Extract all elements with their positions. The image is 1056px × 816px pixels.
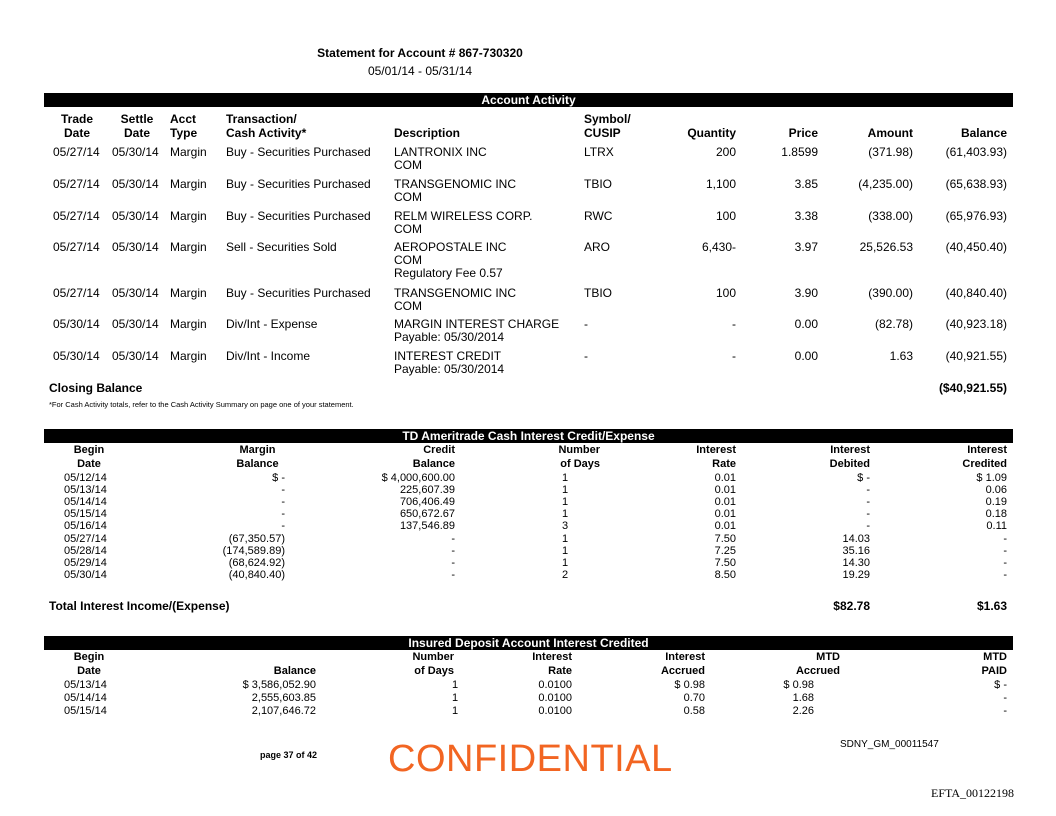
activity-amount: 25,526.53 bbox=[859, 240, 913, 254]
activity-amount: (82.78) bbox=[874, 317, 913, 331]
activity-price: 3.90 bbox=[794, 286, 818, 300]
deposit-mtd_paid: - bbox=[1003, 705, 1007, 717]
confidential-watermark: CONFIDENTIAL bbox=[388, 738, 673, 780]
activity-quantity: 100 bbox=[715, 209, 736, 223]
statement-title: Statement for Account # 867-730320 bbox=[317, 46, 523, 60]
activity-amount: (371.98) bbox=[868, 145, 913, 159]
interest-debited: - bbox=[866, 484, 870, 497]
interest-credited: 0.19 bbox=[985, 496, 1007, 509]
activity-balance: (61,403.93) bbox=[945, 145, 1007, 159]
deposit-rate: 0.0100 bbox=[538, 705, 572, 717]
activity-trade: 05/27/14 bbox=[53, 145, 100, 159]
interest-col-header-credited: Interest bbox=[967, 444, 1007, 456]
interest-begin: 05/13/14 bbox=[64, 484, 107, 497]
activity-balance: (40,840.40) bbox=[945, 286, 1007, 300]
interest-credited: 0.18 bbox=[985, 508, 1007, 521]
activity-quantity: 200 bbox=[715, 145, 736, 159]
interest-begin: 05/15/14 bbox=[64, 508, 107, 521]
deposit-begin: 05/15/14 bbox=[64, 705, 107, 717]
activity-symbol: - bbox=[584, 349, 588, 363]
interest-debited: - bbox=[866, 508, 870, 521]
deposit-col-header-mtd_paid: MTD bbox=[983, 651, 1007, 663]
col-header-trade: Trade bbox=[60, 112, 93, 126]
col-header-quantity: Quantity bbox=[687, 126, 736, 140]
col-header-symbol: CUSIP bbox=[584, 126, 621, 140]
interest-credited: - bbox=[1003, 532, 1007, 545]
activity-transaction: Buy - Securities Purchased bbox=[226, 177, 371, 191]
interest-credit: 225,607.39 bbox=[399, 484, 455, 497]
activity-description: COM bbox=[394, 222, 422, 236]
interest-days: 1 bbox=[561, 556, 569, 569]
activity-price: 3.85 bbox=[794, 177, 818, 191]
activity-trade: 05/27/14 bbox=[53, 177, 100, 191]
deposit-balance: 2,107,646.72 bbox=[251, 705, 316, 717]
interest-rate: 7.50 bbox=[714, 532, 736, 545]
cash-interest-banner: TD Ameritrade Cash Interest Credit/Expense bbox=[44, 429, 1013, 443]
interest-credited: 0.11 bbox=[986, 520, 1007, 533]
activity-trade: 05/27/14 bbox=[53, 209, 100, 223]
interest-credited: 0.06 bbox=[985, 484, 1007, 497]
activity-description: COM bbox=[394, 158, 422, 172]
interest-col-header-rate: Rate bbox=[712, 458, 736, 470]
interest-margin: - bbox=[281, 496, 285, 509]
activity-amount: (338.00) bbox=[868, 209, 913, 223]
activity-symbol: TBIO bbox=[584, 177, 613, 191]
interest-credit: - bbox=[451, 532, 455, 545]
activity-transaction: Div/Int - Income bbox=[226, 349, 311, 363]
account-activity-banner: Account Activity bbox=[44, 93, 1013, 107]
deposit-mtd_accrued: $ 0.98 bbox=[783, 679, 814, 691]
insured-deposit-banner: Insured Deposit Account Interest Credited bbox=[44, 636, 1013, 650]
interest-credited: $ 1.09 bbox=[976, 472, 1007, 484]
activity-description: TRANSGENOMIC INC bbox=[394, 286, 517, 300]
activity-transaction: Sell - Securities Sold bbox=[226, 240, 337, 254]
interest-rate: 0.01 bbox=[714, 508, 736, 521]
interest-col-header-credited: Credited bbox=[962, 458, 1007, 470]
activity-description: AEROPOSTALE INC bbox=[394, 240, 507, 254]
deposit-balance: $ 3,586,052.90 bbox=[242, 679, 316, 691]
interest-credit: 650,672.67 bbox=[399, 508, 455, 521]
col-header-acct: Acct bbox=[170, 112, 197, 126]
interest-credit: 137,546.89 bbox=[399, 520, 455, 533]
page-number: page 37 of 42 bbox=[260, 750, 318, 760]
activity-acct: Margin bbox=[170, 209, 207, 223]
efta-number: EFTA_00122198 bbox=[931, 786, 1015, 800]
interest-margin: $ - bbox=[272, 472, 285, 484]
deposit-mtd_paid: - bbox=[1003, 692, 1007, 704]
interest-col-header-debited: Debited bbox=[829, 458, 870, 470]
interest-begin: 05/30/14 bbox=[64, 568, 107, 581]
activity-trade: 05/27/14 bbox=[53, 240, 100, 254]
deposit-mtd_accrued: 1.68 bbox=[792, 692, 814, 704]
deposit-col-header-begin: Begin bbox=[73, 651, 105, 663]
activity-description: Regulatory Fee 0.57 bbox=[394, 266, 503, 280]
activity-acct: Margin bbox=[170, 349, 207, 363]
interest-debited: - bbox=[866, 520, 870, 533]
activity-amount: 1.63 bbox=[889, 349, 913, 363]
activity-price: 3.97 bbox=[794, 240, 818, 254]
activity-transaction: Div/Int - Expense bbox=[226, 317, 318, 331]
total-interest-credited: $1.63 bbox=[976, 599, 1007, 613]
activity-quantity: - bbox=[732, 349, 736, 363]
col-header-transaction: Transaction/ bbox=[226, 112, 297, 126]
activity-acct: Margin bbox=[170, 317, 207, 331]
col-header-description: Description bbox=[394, 126, 461, 140]
interest-days: 1 bbox=[561, 472, 569, 484]
deposit-rate: 0.0100 bbox=[538, 679, 572, 691]
deposit-col-header-mtd_accrued: MTD bbox=[816, 651, 840, 663]
interest-days: 1 bbox=[561, 508, 569, 521]
col-header-settle: Settle bbox=[120, 112, 154, 126]
interest-rate: 0.01 bbox=[714, 484, 736, 497]
interest-col-header-credit: Credit bbox=[423, 444, 455, 456]
interest-debited: 14.03 bbox=[842, 532, 870, 545]
deposit-accrued: 0.58 bbox=[683, 705, 705, 717]
deposit-accrued: $ 0.98 bbox=[674, 679, 705, 691]
deposit-mtd_paid: $ - bbox=[994, 679, 1007, 691]
interest-credit: - bbox=[451, 544, 455, 557]
activity-description: TRANSGENOMIC INC bbox=[394, 177, 517, 191]
col-header-price: Price bbox=[788, 126, 818, 140]
activity-price: 1.8599 bbox=[781, 145, 818, 159]
activity-quantity: - bbox=[732, 317, 736, 331]
interest-debited: - bbox=[866, 496, 870, 509]
activity-amount: (390.00) bbox=[868, 286, 913, 300]
interest-rate: 0.01 bbox=[714, 496, 736, 509]
col-header-trade: Date bbox=[63, 126, 90, 140]
activity-price: 3.38 bbox=[794, 209, 818, 223]
interest-rate: 7.25 bbox=[714, 544, 736, 557]
deposit-balance: 2,555,603.85 bbox=[251, 692, 316, 704]
deposit-begin: 05/14/14 bbox=[64, 692, 107, 704]
statement-period: 05/01/14 - 05/31/14 bbox=[367, 64, 473, 78]
activity-description: COM bbox=[394, 299, 422, 313]
deposit-col-header-rate: Rate bbox=[548, 665, 572, 677]
activity-quantity: 1,100 bbox=[705, 177, 736, 191]
activity-description: Payable: 05/30/2014 bbox=[394, 362, 505, 376]
activity-description: COM bbox=[394, 253, 422, 267]
interest-days: 3 bbox=[561, 520, 569, 533]
activity-symbol: LTRX bbox=[584, 145, 614, 159]
activity-settle: 05/30/14 bbox=[112, 209, 159, 223]
activity-description: COM bbox=[394, 190, 422, 204]
activity-balance: (65,638.93) bbox=[945, 177, 1007, 191]
interest-margin: (68,624.92) bbox=[228, 556, 285, 569]
interest-debited: 35.16 bbox=[842, 544, 870, 557]
activity-transaction: Buy - Securities Purchased bbox=[226, 145, 371, 159]
interest-debited: 19.29 bbox=[842, 568, 870, 581]
interest-days: 1 bbox=[561, 484, 569, 497]
deposit-rate: 0.0100 bbox=[538, 692, 572, 704]
activity-settle: 05/30/14 bbox=[112, 317, 159, 331]
interest-margin: (174,589.89) bbox=[222, 544, 285, 557]
interest-col-header-margin: Balance bbox=[236, 458, 279, 470]
activity-trade: 05/27/14 bbox=[53, 286, 100, 300]
interest-begin: 05/12/14 bbox=[64, 472, 107, 484]
activity-settle: 05/30/14 bbox=[112, 145, 159, 159]
interest-col-header-rate: Interest bbox=[696, 444, 736, 456]
activity-settle: 05/30/14 bbox=[112, 177, 159, 191]
interest-credit: $ 4,000,600.00 bbox=[381, 472, 455, 484]
interest-col-header-begin: Begin bbox=[73, 444, 105, 456]
activity-balance: (40,450.40) bbox=[945, 240, 1007, 254]
activity-balance: (40,921.55) bbox=[945, 349, 1007, 363]
interest-margin: (40,840.40) bbox=[228, 568, 285, 581]
activity-settle: 05/30/14 bbox=[112, 240, 159, 254]
deposit-col-header-days: Number bbox=[412, 651, 454, 663]
cash-activity-footnote: *For Cash Activity totals, refer to the Cash Activity Summary on page one of your statement. bbox=[49, 400, 354, 409]
deposit-days: 1 bbox=[451, 679, 459, 691]
interest-credit: - bbox=[451, 556, 455, 569]
interest-begin: 05/28/14 bbox=[64, 544, 107, 557]
activity-amount: (4,235.00) bbox=[858, 177, 913, 191]
deposit-col-header-mtd_accrued: Accrued bbox=[795, 665, 840, 677]
interest-begin: 05/14/14 bbox=[64, 496, 107, 509]
interest-debited: 14.30 bbox=[842, 556, 870, 569]
interest-rate: 0.01 bbox=[714, 472, 736, 484]
activity-description: INTEREST CREDIT bbox=[394, 349, 502, 363]
deposit-days: 1 bbox=[451, 705, 459, 717]
activity-acct: Margin bbox=[170, 145, 207, 159]
activity-balance: (65,976.93) bbox=[945, 209, 1007, 223]
activity-quantity: 100 bbox=[715, 286, 736, 300]
total-interest-debited: $82.78 bbox=[833, 599, 870, 613]
interest-begin: 05/29/14 bbox=[64, 556, 107, 569]
deposit-col-header-accrued: Interest bbox=[665, 651, 705, 663]
activity-balance: (40,923.18) bbox=[945, 317, 1007, 331]
interest-col-header-days: of Days bbox=[560, 458, 600, 470]
activity-acct: Margin bbox=[170, 177, 207, 191]
interest-credited: - bbox=[1003, 568, 1007, 581]
deposit-col-header-mtd_paid: PAID bbox=[981, 665, 1007, 677]
interest-days: 1 bbox=[561, 532, 569, 545]
interest-credit: - bbox=[451, 568, 455, 581]
activity-acct: Margin bbox=[170, 286, 207, 300]
deposit-col-header-rate: Interest bbox=[532, 651, 572, 663]
interest-margin: - bbox=[281, 484, 285, 497]
col-header-settle: Date bbox=[123, 126, 150, 140]
activity-price: 0.00 bbox=[794, 349, 818, 363]
activity-trade: 05/30/14 bbox=[53, 317, 100, 331]
activity-acct: Margin bbox=[170, 240, 207, 254]
interest-col-header-margin: Margin bbox=[239, 444, 276, 456]
col-header-transaction: Cash Activity* bbox=[226, 126, 307, 140]
deposit-days: 1 bbox=[451, 692, 459, 704]
activity-symbol: ARO bbox=[584, 240, 611, 254]
activity-symbol: - bbox=[584, 317, 588, 331]
interest-credited: - bbox=[1003, 556, 1007, 569]
activity-description: RELM WIRELESS CORP. bbox=[394, 209, 533, 223]
activity-description: LANTRONIX INC bbox=[394, 145, 487, 159]
interest-margin: - bbox=[281, 520, 285, 533]
interest-credited: - bbox=[1003, 544, 1007, 557]
interest-margin: - bbox=[281, 508, 285, 521]
interest-days: 2 bbox=[561, 568, 569, 581]
interest-begin: 05/16/14 bbox=[64, 520, 107, 533]
interest-begin: 05/27/14 bbox=[64, 532, 107, 545]
activity-quantity: 6,430- bbox=[701, 240, 736, 254]
activity-settle: 05/30/14 bbox=[112, 349, 159, 363]
deposit-col-header-balance: Balance bbox=[273, 665, 316, 677]
col-header-balance: Balance bbox=[960, 126, 1007, 140]
deposit-col-header-accrued: Accrued bbox=[660, 665, 705, 677]
activity-trade: 05/30/14 bbox=[53, 349, 100, 363]
interest-rate: 0.01 bbox=[714, 520, 736, 533]
col-header-acct: Type bbox=[170, 126, 198, 140]
interest-col-header-days: Number bbox=[558, 444, 600, 456]
activity-symbol: TBIO bbox=[584, 286, 613, 300]
activity-description: MARGIN INTEREST CHARGE bbox=[394, 317, 560, 331]
col-header-amount: Amount bbox=[867, 126, 913, 140]
activity-symbol: RWC bbox=[584, 209, 613, 223]
closing-balance-value: ($40,921.55) bbox=[938, 381, 1007, 395]
deposit-mtd_accrued: 2.26 bbox=[792, 705, 814, 717]
interest-margin: (67,350.57) bbox=[228, 532, 285, 545]
activity-price: 0.00 bbox=[794, 317, 818, 331]
deposit-begin: 05/13/14 bbox=[64, 679, 107, 691]
deposit-col-header-begin: Date bbox=[77, 665, 101, 677]
interest-days: 1 bbox=[561, 544, 569, 557]
activity-transaction: Buy - Securities Purchased bbox=[226, 209, 371, 223]
activity-transaction: Buy - Securities Purchased bbox=[226, 286, 371, 300]
closing-balance-label: Closing Balance bbox=[49, 381, 143, 395]
deposit-accrued: 0.70 bbox=[683, 692, 705, 704]
bates-number: SDNY_GM_00011547 bbox=[840, 739, 939, 750]
interest-col-header-begin: Date bbox=[77, 458, 101, 470]
interest-days: 1 bbox=[561, 496, 569, 509]
interest-rate: 7.50 bbox=[714, 556, 736, 569]
deposit-col-header-days: of Days bbox=[414, 665, 454, 677]
col-header-symbol: Symbol/ bbox=[584, 112, 631, 126]
interest-credit: 706,406.49 bbox=[399, 496, 455, 509]
activity-description: Payable: 05/30/2014 bbox=[394, 330, 505, 344]
interest-debited: $ - bbox=[857, 472, 870, 484]
interest-col-header-debited: Interest bbox=[830, 444, 870, 456]
activity-settle: 05/30/14 bbox=[112, 286, 159, 300]
interest-rate: 8.50 bbox=[714, 568, 736, 581]
total-interest-label: Total Interest Income/(Expense) bbox=[49, 599, 230, 613]
interest-col-header-credit: Balance bbox=[412, 458, 455, 470]
